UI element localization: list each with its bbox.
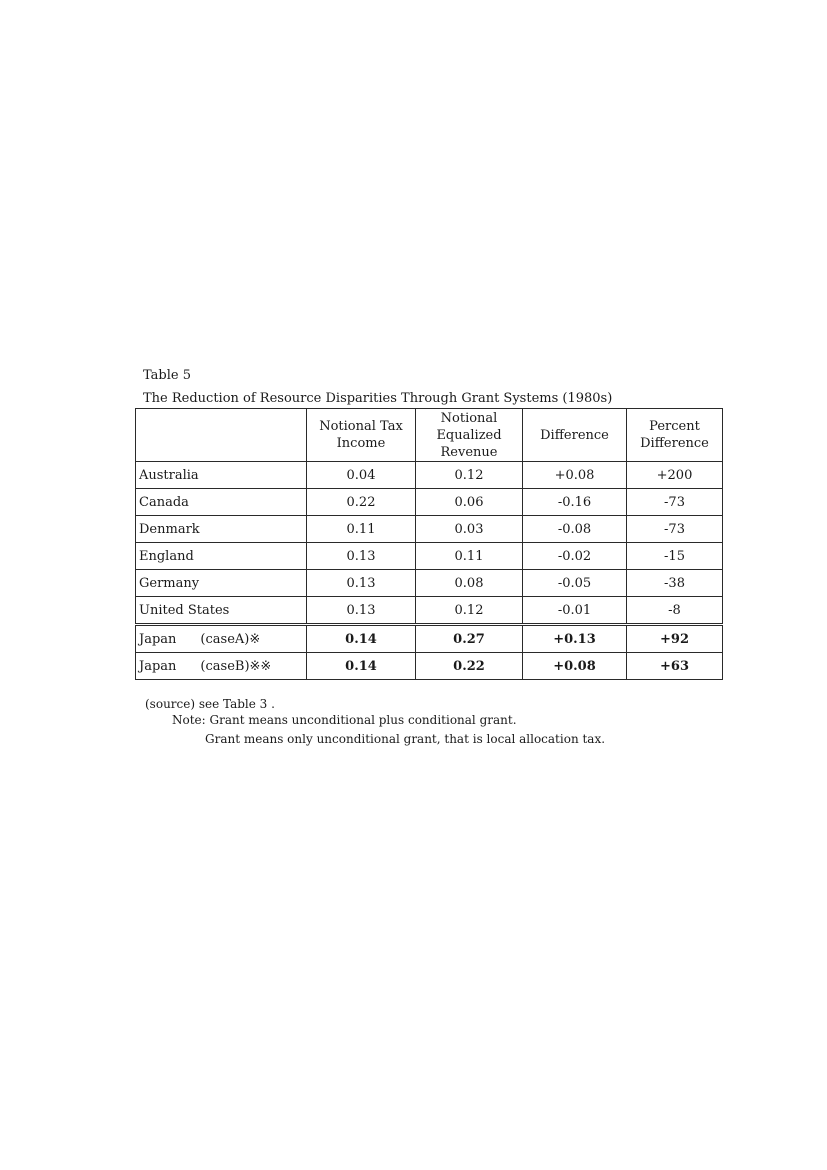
difference-cell: +0.08 (523, 653, 627, 680)
tax-cell: 0.13 (307, 597, 416, 625)
header-cell (136, 409, 307, 462)
percent-cell: +63 (627, 653, 723, 680)
source-note: (source) see Table 3 . (145, 697, 275, 711)
table-row (136, 489, 723, 516)
note-line-1: Note: Grant means unconditional plus conditional grant. (172, 713, 517, 727)
difference-cell: -0.02 (523, 543, 627, 570)
table-label: Table 5 (143, 368, 191, 383)
table-title: The Reduction of Resource Disparities Through Grant Systems (1980s) (143, 391, 613, 406)
percent-cell: +92 (627, 625, 723, 653)
header-cell: Notional Tax Income (307, 409, 416, 462)
percent-cell: -15 (627, 543, 723, 570)
tax-cell: 0.13 (307, 543, 416, 570)
percent-cell: -73 (627, 516, 723, 543)
header-row (136, 409, 723, 462)
difference-cell: -0.01 (523, 597, 627, 625)
country-name: Japan (139, 631, 177, 647)
table-row (136, 516, 723, 543)
difference-cell: -0.08 (523, 516, 627, 543)
equalized-cell: 0.06 (416, 489, 523, 516)
header-cell: Percent Difference (627, 409, 723, 462)
country-cell: Denmark (136, 516, 307, 543)
case-label: (caseA)※ (200, 631, 261, 647)
tax-cell: 0.14 (307, 653, 416, 680)
header-cell: Notional Equalized Revenue (416, 409, 523, 462)
table-row (136, 597, 723, 625)
difference-cell: +0.08 (523, 462, 627, 489)
data-table (135, 408, 723, 680)
equalized-cell: 0.27 (416, 625, 523, 653)
tax-cell: 0.14 (307, 625, 416, 653)
equalized-cell: 0.08 (416, 570, 523, 597)
case-label: (caseB)※※ (200, 658, 272, 674)
table-row (136, 543, 723, 570)
tax-cell: 0.13 (307, 570, 416, 597)
equalized-cell: 0.12 (416, 462, 523, 489)
table-row-japan-case-b (136, 653, 723, 680)
percent-cell: -38 (627, 570, 723, 597)
country-cell: Canada (136, 489, 307, 516)
tax-cell: 0.04 (307, 462, 416, 489)
country-cell: United States (136, 597, 307, 625)
country-cell: Germany (136, 570, 307, 597)
equalized-cell: 0.12 (416, 597, 523, 625)
equalized-cell: 0.03 (416, 516, 523, 543)
tax-cell: 0.11 (307, 516, 416, 543)
equalized-cell: 0.22 (416, 653, 523, 680)
difference-cell: -0.05 (523, 570, 627, 597)
note-line-2: Grant means only unconditional grant, that is local allocation tax. (205, 732, 606, 746)
table-row (136, 462, 723, 489)
country-cell: England (136, 543, 307, 570)
country-name: Japan (139, 658, 177, 674)
country-cell (136, 625, 307, 653)
header-cell: Difference (523, 409, 627, 462)
equalized-cell: 0.11 (416, 543, 523, 570)
difference-cell: -0.16 (523, 489, 627, 516)
country-cell: Australia (136, 462, 307, 489)
table-row-japan-case-a (136, 625, 723, 653)
tax-cell: 0.22 (307, 489, 416, 516)
percent-cell: -73 (627, 489, 723, 516)
percent-cell: +200 (627, 462, 723, 489)
difference-cell: +0.13 (523, 625, 627, 653)
table-row (136, 570, 723, 597)
country-cell (136, 653, 307, 680)
percent-cell: -8 (627, 597, 723, 625)
